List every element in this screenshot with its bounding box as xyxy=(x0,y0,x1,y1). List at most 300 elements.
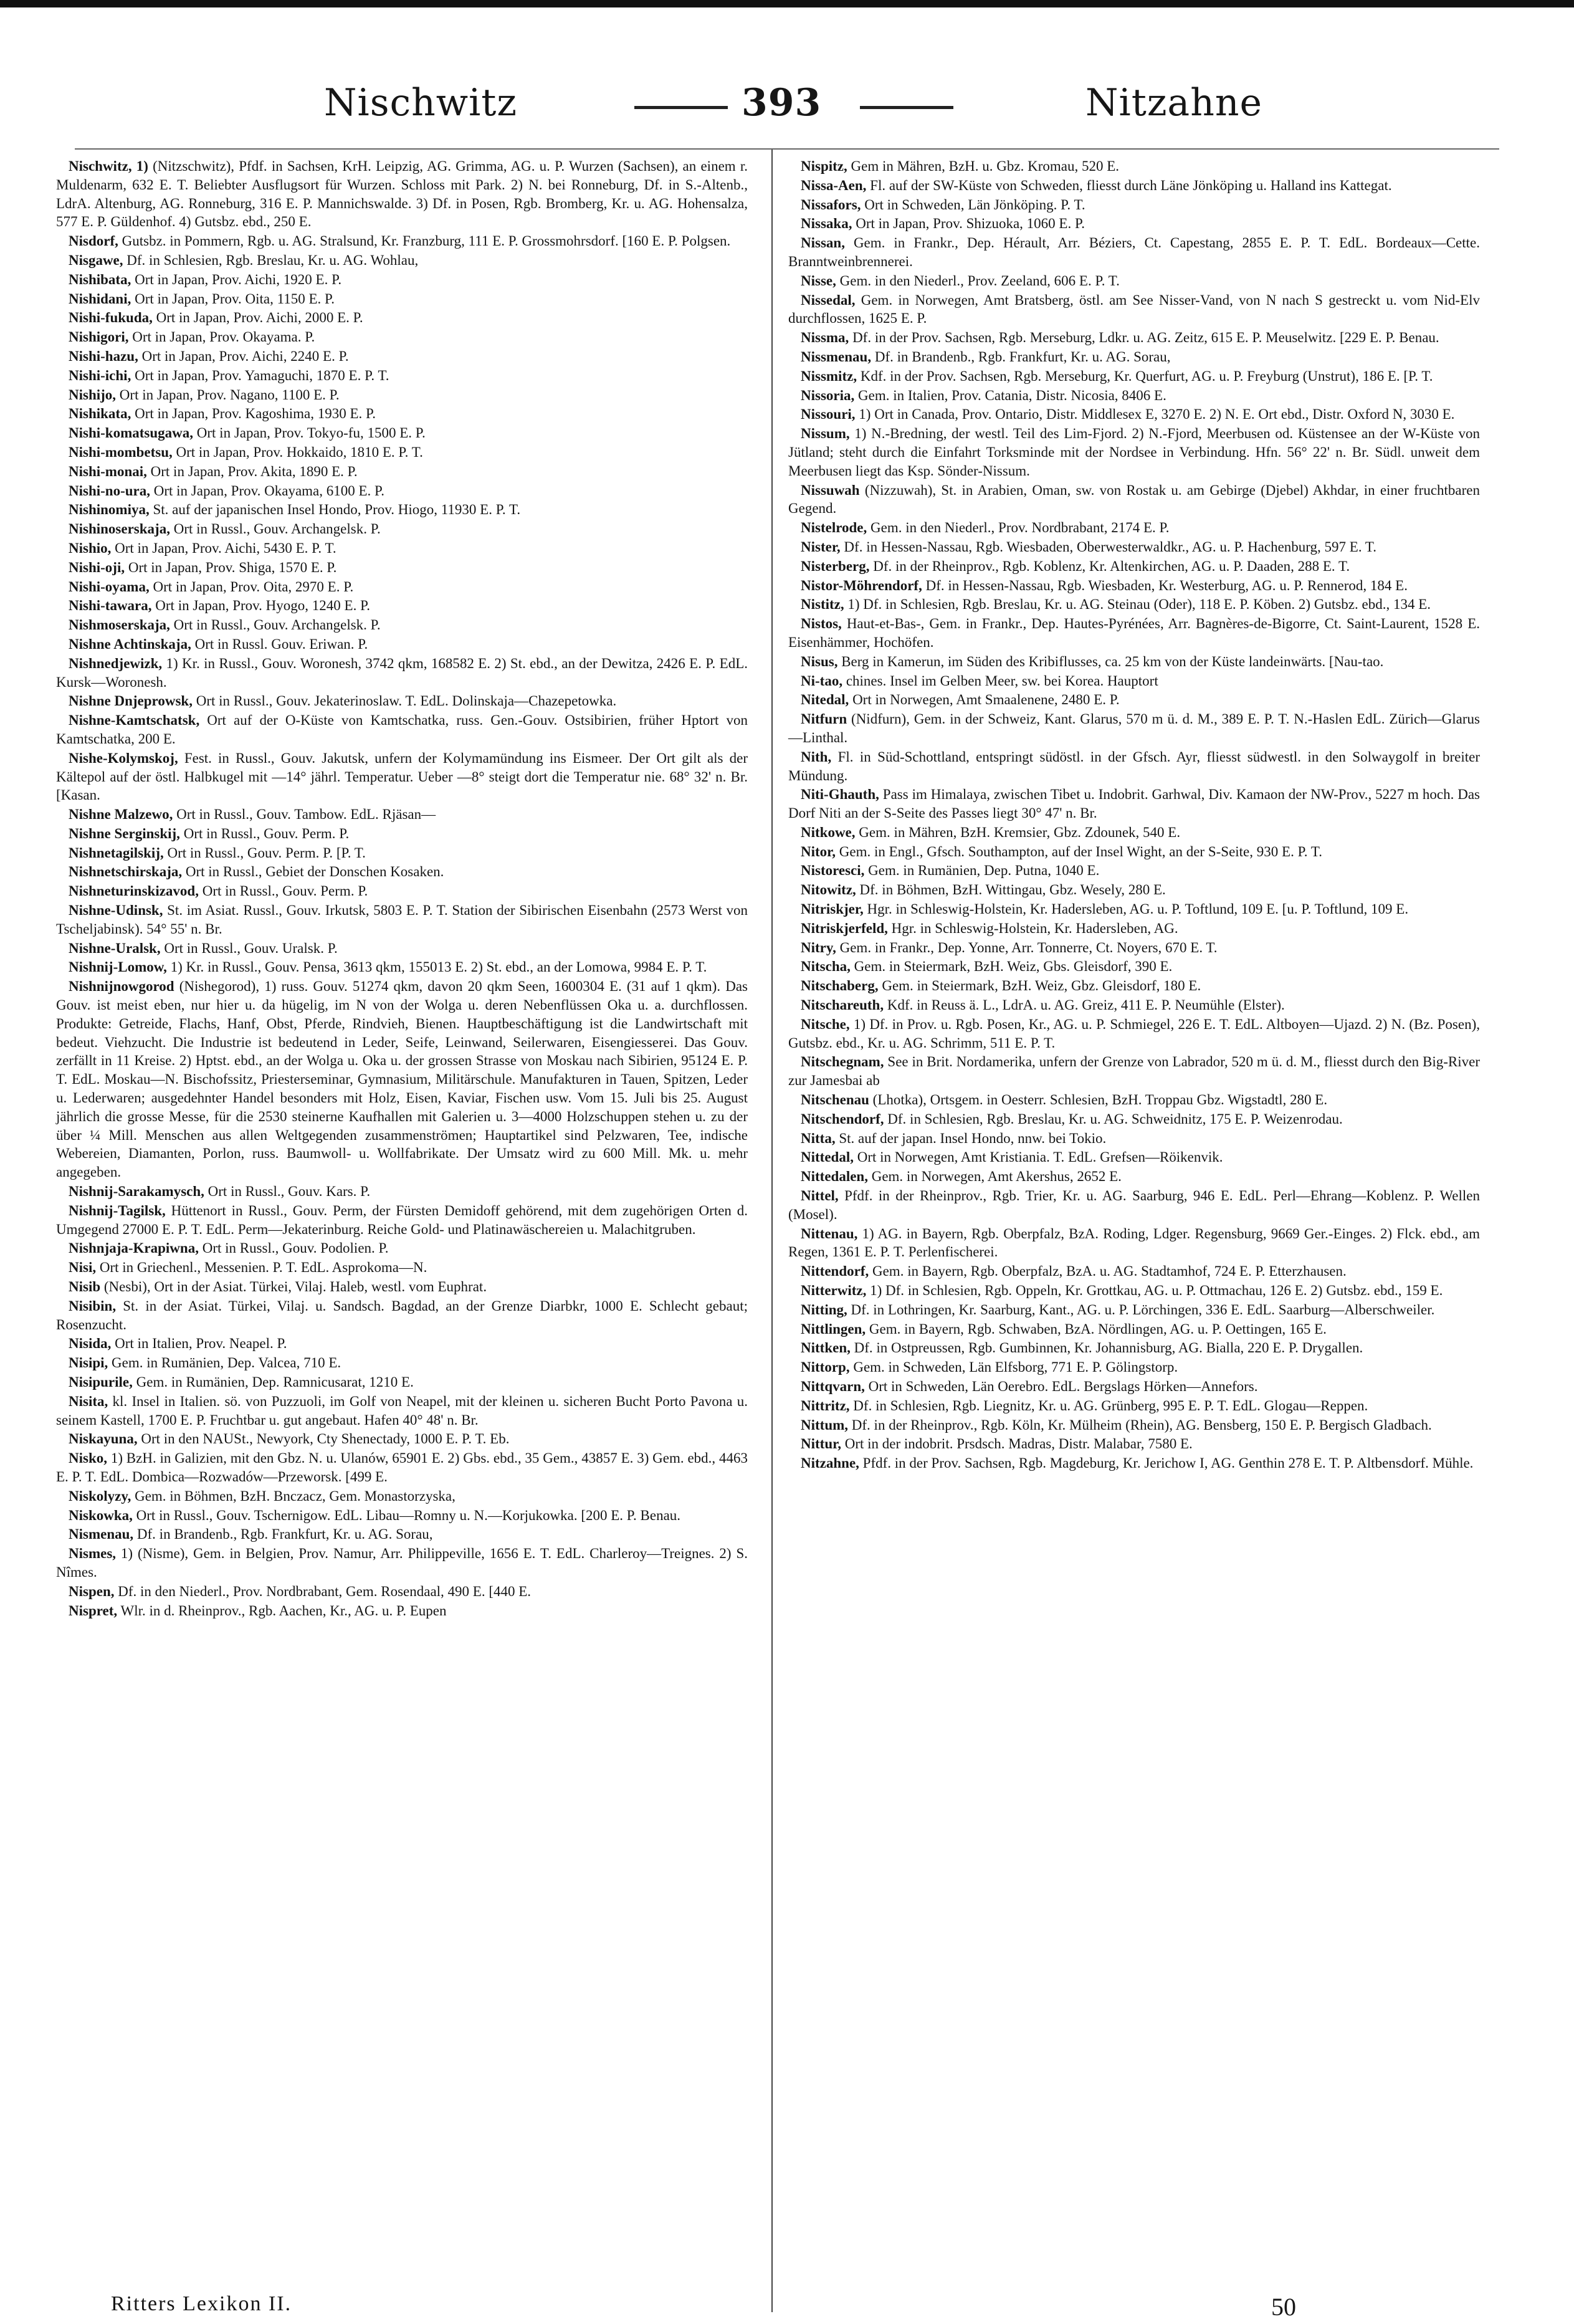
entry-headword: Nittritz, xyxy=(801,1397,850,1413)
entry-text: Df. in Hessen-Nassau, Rgb. Wiesbaden, Kr. Westerburg, AG. u. P. Rennerod, 184 E. xyxy=(922,577,1408,593)
entry-headword: Nissuwah xyxy=(801,482,860,498)
entry-headword: Nitschenau xyxy=(801,1092,869,1108)
dictionary-entry xyxy=(56,1278,748,1296)
entry-headword: Nitschareuth, xyxy=(801,997,884,1013)
dictionary-entry xyxy=(56,232,748,251)
dictionary-entry xyxy=(56,1582,748,1601)
entry-text: Df. in der Rheinprov., Rgb. Koblenz, Kr. Altenkirchen, AG. u. P. Daaden, 288 E. T. xyxy=(869,558,1350,574)
dictionary-entry xyxy=(788,1339,1480,1357)
entry-headword: Nishne-Uralsk, xyxy=(69,940,161,956)
dictionary-entry xyxy=(788,1416,1480,1435)
entry-text: St. auf der japanischen Insel Hondo, Prov. Hiogo, 11930 E. P. T. xyxy=(149,502,521,518)
entry-text: Ort in Japan, Prov. Oita, 1150 E. P. xyxy=(131,290,335,307)
entry-headword: Nissan, xyxy=(801,235,845,251)
entry-headword: Nishidani, xyxy=(69,290,131,307)
entry-text: Kdf. in der Prov. Sachsen, Rgb. Merseburg, Kr. Querfurt, AG. u. P. Freyburg (Unstrut), 186 E. [P. T. xyxy=(857,368,1433,384)
entry-text: 1) AG. in Bayern, Rgb. Oberpfalz, BzA. Roding, Ldger. Regensburg, 9669 Ger.-Einges. 2) Flck. ebd., am Regen, 1361 E. P. T. Perlenfischerei. xyxy=(788,1225,1480,1260)
entry-headword: Nishne Serginskij, xyxy=(69,825,180,841)
entry-headword: Nissmitz, xyxy=(801,368,857,384)
entry-headword: Nishijo, xyxy=(69,386,117,403)
entry-text: 1) Df. in Schlesien, Rgb. Breslau, Kr. u. AG. Steinau (Oder), 118 E. P. Köben. 2) Gutsbz. ebd., 134 E. xyxy=(844,596,1431,613)
entry-headword: Niskowka, xyxy=(69,1507,133,1523)
entry-text: Fl. in Süd-Schottland, entspringt südöstl. in der Gfsch. Ayr, fliesst südwestl. in den Solwaygolf in breiter Mündung. xyxy=(788,748,1480,783)
entry-text: 1) Ort in Canada, Prov. Ontario, Distr. Middlesex E, 3270 E. 2) N. E. Ort ebd., Distr. Oxford N, 3030 E. xyxy=(855,406,1455,423)
entry-headword: Nissoria, xyxy=(801,387,855,403)
dictionary-entry xyxy=(56,616,748,634)
entry-text: Gem. in Bayern, Rgb. Oberpfalz, BzA. u. AG. Stadtamhof, 724 E. P. Etterzhausen. xyxy=(869,1263,1347,1279)
entry-headword: Nishibata, xyxy=(69,271,131,287)
entry-headword: Nissedal, xyxy=(801,292,856,308)
entry-headword: Nitschegnam, xyxy=(801,1054,884,1070)
entry-text: Gem. in Norwegen, Amt Akershus, 2652 E. xyxy=(867,1169,1122,1185)
entry-headword: Nishi-komatsugawa, xyxy=(69,425,194,441)
entry-headword: Nishi-oyama, xyxy=(69,578,150,595)
left-column xyxy=(56,157,748,1620)
dictionary-entry xyxy=(788,672,1480,691)
dictionary-entry xyxy=(56,844,748,863)
dictionary-entry xyxy=(788,1187,1480,1224)
dictionary-entry xyxy=(56,1392,748,1430)
entry-text: 1) N.-Bredning, der westl. Teil des Lim-Fjord. 2) N.-Fjord, Meerbusen od. Küstensee an der W-Küste von Jütland; steht durch die Einfahrt Torksminde mit der Nordsee in Verbindung. Hfn. 56° 22' n. Br. Südl. unweit dem Meerbusen liegt das Ksp. Sönder-Nissum. xyxy=(788,426,1480,479)
dictionary-entry xyxy=(56,290,748,308)
entry-headword: Niti-Ghauth, xyxy=(801,787,879,803)
dictionary-entry xyxy=(56,1430,748,1448)
entry-headword: Nishnijnowgorod xyxy=(69,978,174,995)
entry-headword: Nitor, xyxy=(801,843,836,859)
entry-text: Ort in Japan, Prov. Aichi, 1920 E. P. xyxy=(131,271,342,287)
dictionary-entry xyxy=(788,1053,1480,1090)
entry-headword: Nitta, xyxy=(801,1130,836,1146)
dictionary-entry xyxy=(56,654,748,692)
footer-title: Ritters Lexikon II. xyxy=(111,2292,292,2315)
entry-text: 1) (Nisme), Gem. in Belgien, Prov. Namur, Arr. Philippeville, 1656 E. T. EdL. Charleroy—Treignes. 2) S. Nîmes. xyxy=(56,1546,748,1580)
dictionary-entry xyxy=(56,347,748,366)
entry-text: (Nidfurn), Gem. in der Schweiz, Kant. Glarus, 570 m ü. d. M., 389 E. P. T. N.-Haslen EdL. Zürich—Glarus—Linthal. xyxy=(788,711,1480,745)
entry-headword: Nisko, xyxy=(69,1450,107,1466)
dictionary-entry xyxy=(56,711,748,748)
entry-headword: Nishikata, xyxy=(69,406,131,422)
entry-headword: Nissa-Aen, xyxy=(801,177,867,193)
entry-headword: Nith, xyxy=(801,748,832,765)
entry-headword: Nittqvarn, xyxy=(801,1379,865,1394)
dictionary-entry xyxy=(56,1487,748,1506)
top-border xyxy=(0,0,1574,7)
entry-headword: Niskayuna, xyxy=(69,1431,138,1447)
dictionary-entry xyxy=(56,1354,748,1372)
entry-headword: Nisib xyxy=(69,1279,101,1295)
entry-text: Pfdf. in der Rheinprov., Rgb. Trier, Kr. u. AG. Saarburg, 946 E. EdL. Perl—Ehrang—Koblenz. P. Wellen (Mosel). xyxy=(788,1188,1480,1222)
entry-text: Gem. in Rumänien, Dep. Putna, 1040 E. xyxy=(864,863,1100,879)
entry-headword: Nitowitz, xyxy=(801,882,856,898)
entry-text: Gem. in Böhmen, BzH. Bnczacz, Gem. Monastorzyska, xyxy=(131,1488,456,1504)
entry-text: Gem. in Steiermark, BzH. Weiz, Gbz. Gleisdorf, 180 E. xyxy=(878,978,1201,994)
entry-headword: Nismenau, xyxy=(69,1526,134,1542)
dictionary-entry xyxy=(56,1449,748,1486)
entry-text: Ort in der indobrit. Prsdsch. Madras, Distr. Malabar, 7580 E. xyxy=(841,1436,1193,1452)
entry-text: Ort in Griechenl., Messenien. P. T. EdL. Asprokoma—N. xyxy=(96,1260,427,1276)
entry-headword: Nishio, xyxy=(69,540,112,556)
entry-text: See in Brit. Nordamerika, unfern der Grenze von Labrador, 520 m ü. d. M., fliesst durch den Big-River zur Jamesbai ab xyxy=(788,1054,1480,1089)
dictionary-entry xyxy=(56,1258,748,1277)
header-left-word: Nischwitz xyxy=(324,81,517,125)
dictionary-entry xyxy=(788,595,1480,614)
entry-text: Hüttenort in Russl., Gouv. Perm, der Fürsten Demidoff gehörend, mit dem zugehörigen Orten d. Umgegend 27000 E. P. T. EdL. Perm—Jekaterinburg. Reiche Gold- und Platinawäschereien u. Malachitgruben. xyxy=(56,1202,748,1237)
dictionary-entry xyxy=(56,1239,748,1258)
entry-text: Ort in Italien, Prov. Neapel. P. xyxy=(111,1336,287,1352)
header-dash-left xyxy=(634,106,728,109)
entry-text: Pfdf. in der Prov. Sachsen, Rgb. Magdeburg, Kr. Jerichow I, AG. Genthin 278 E. T. P. Altbensdorf. Mühle. xyxy=(859,1455,1474,1471)
dictionary-entry xyxy=(788,843,1480,861)
entry-headword: Nisida, xyxy=(69,1336,112,1352)
entry-text: Ort in Japan, Prov. Oita, 2970 E. P. xyxy=(149,578,354,595)
entry-headword: Nitriskjerfeld, xyxy=(801,920,888,936)
entry-headword: Nistitz, xyxy=(801,596,844,613)
dictionary-entry xyxy=(788,176,1480,195)
entry-headword: Nitkowe, xyxy=(801,824,856,840)
entry-text: Ort in Russl., Gouv. Perm. P. [P. T. xyxy=(163,844,366,861)
entry-text: Df. in den Niederl., Prov. Nordbrabant, Gem. Rosendaal, 490 E. [440 E. xyxy=(114,1583,532,1599)
dictionary-entry xyxy=(56,1525,748,1544)
entry-text: Gem. in Steiermark, BzH. Weiz, Gbs. Gleisdorf, 390 E. xyxy=(850,959,1173,975)
dictionary-entry xyxy=(56,558,748,577)
entry-text: (Nitzschwitz), Pfdf. in Sachsen, KrH. Leipzig, AG. Grimma, AG. u. P. Wurzen (Sachsen), an einem r. Muldenarm, 632 E. T. Beliebter Ausflugsort für Wurzen. Schloss mit Park. 2) N. bei Ronneburg, Df. in S.-Altenb., LdrA. Altenburg, AG. Ronneburg, 316 E. P. Mannichswalde. 3) Df. in Posen, Rgb. Bromberg, Kr. u. AG. Hohensalza, 577 E. P. Güldenhof. 4) Gutsbz. ebd., 250 E. xyxy=(56,158,748,230)
entry-text: Df. in Schlesien, Rgb. Breslau, Kr. u. AG. Wohlau, xyxy=(123,252,419,268)
entry-headword: Nitting, xyxy=(801,1301,847,1317)
entry-headword: Nittendorf, xyxy=(801,1263,869,1279)
dictionary-entry xyxy=(56,1334,748,1353)
entry-text: Ort in Japan, Prov. Aichi, 5430 E. P. T. xyxy=(111,540,336,556)
right-column xyxy=(788,157,1480,1473)
entry-headword: Nitsche, xyxy=(801,1016,850,1032)
entry-headword: Nishnetagilskij, xyxy=(69,844,164,861)
entry-text: Ort in Russl., Gouv. Archangelsk. P. xyxy=(169,521,381,537)
dictionary-entry xyxy=(56,635,748,654)
dictionary-entry xyxy=(788,214,1480,233)
entry-headword: Nistoresci, xyxy=(801,863,865,879)
dictionary-entry xyxy=(56,596,748,615)
entry-headword: Nittenau, xyxy=(801,1225,858,1241)
entry-text: Hgr. in Schleswig-Holstein, Kr. Hadersleben, AG. xyxy=(887,920,1178,936)
entry-headword: Nissmenau, xyxy=(801,348,872,365)
dictionary-entry xyxy=(56,1297,748,1334)
entry-text: Df. in der Rheinprov., Rgb. Köln, Kr. Mülheim (Rhein), AG. Bensberg, 150 E. P. Bergisch Gladbach. xyxy=(848,1417,1432,1433)
entry-text: Ort in Japan, Prov. Aichi, 2240 E. P. xyxy=(138,348,349,364)
entry-headword: Nissaka, xyxy=(801,216,852,232)
entry-headword: Nishi-fukuda, xyxy=(69,310,153,326)
entry-text: Ort in Japan, Prov. Okayama. P. xyxy=(128,329,315,345)
entry-headword: Nister, xyxy=(801,538,841,555)
entry-text: 1) Df. in Schlesien, Rgb. Oppeln, Kr. Grottkau, AG. u. P. Ottmachau, 126 E. 2) Gutsbz. ebd., 159 E. xyxy=(866,1283,1443,1299)
footer-signature: 50 xyxy=(1271,2293,1296,2321)
entry-headword: Nishne-Udinsk, xyxy=(69,902,163,919)
entry-headword: Nitedal, xyxy=(801,692,849,708)
dictionary-entry xyxy=(788,919,1480,938)
header-rule xyxy=(75,148,1499,150)
entry-text: Ort in Russl., Gouv. Uralsk. P. xyxy=(160,940,338,956)
dictionary-entry xyxy=(56,308,748,327)
entry-text: Df. in Ostpreussen, Rgb. Gumbinnen, Kr. Johannisburg, AG. Bialla, 220 E. P. Drygallen. xyxy=(850,1340,1363,1356)
entry-headword: Nittur, xyxy=(801,1436,841,1452)
dictionary-entry xyxy=(56,1182,748,1201)
entry-text: Gem. in Bayern, Rgb. Schwaben, BzA. Nördlingen, AG. u. P. Oettingen, 165 E. xyxy=(866,1321,1327,1337)
entry-headword: Nishne Achtinskaja, xyxy=(69,636,191,652)
entry-headword: Nitzahne, xyxy=(801,1455,859,1471)
entry-text: Hgr. in Schleswig-Holstein, Kr. Hadersleben, AG. u. P. Toftlund, 109 E. [u. P. Toftlund, 109 E. xyxy=(863,901,1409,917)
entry-text: Df. in Schlesien, Rgb. Liegnitz, Kr. u. AG. Grünberg, 995 E. P. T. EdL. Glogau—Reppen. xyxy=(849,1397,1368,1413)
dictionary-entry xyxy=(56,328,748,347)
entry-text: St. in der Asiat. Türkei, Vilaj. u. Sandsch. Bagdad, an der Grenze Diarbkr, 1000 E. Schlecht gebaut; Rosenzucht. xyxy=(56,1298,748,1332)
dictionary-entry xyxy=(56,1373,748,1392)
entry-text: Ort in Japan, Prov. Tokyo-fu, 1500 E. P. xyxy=(193,425,426,441)
entry-text: Gem. in Rumänien, Dep. Ramnicusarat, 1210 E. xyxy=(132,1374,414,1390)
entry-headword: Nishneturinskizavod, xyxy=(69,883,199,899)
dictionary-entry xyxy=(788,291,1480,328)
entry-text: 1) BzH. in Galizien, mit den Gbz. N. u. Ulanów, 65901 E. 2) Gbs. ebd., 35 Gem., 43857 E. 3) Gem. ebd., 4463 E. P. T. EdL. Dombica—Rozwadów—Przeworsk. [499 E. xyxy=(56,1450,748,1485)
dictionary-entry xyxy=(788,614,1480,652)
entry-headword: Nissouri, xyxy=(801,406,856,423)
dictionary-entry xyxy=(56,692,748,710)
dictionary-entry xyxy=(788,691,1480,709)
entry-headword: Nisibin, xyxy=(69,1298,117,1314)
dictionary-entry xyxy=(788,234,1480,271)
entry-headword: Nittedal, xyxy=(801,1149,854,1165)
dictionary-entry xyxy=(56,386,748,404)
entry-text: Ort in Japan, Prov. Nagano, 1100 E. P. xyxy=(116,386,340,403)
entry-headword: Nisita, xyxy=(69,1393,108,1409)
entry-headword: Nisterberg, xyxy=(801,558,870,574)
entry-text: Wlr. in d. Rheinprov., Rgb. Aachen, Kr., AG. u. P. Eupen xyxy=(117,1602,447,1619)
dictionary-entry xyxy=(56,424,748,442)
entry-headword: Nitry, xyxy=(801,939,836,955)
entry-headword: Nishi-mombetsu, xyxy=(69,444,173,460)
entry-text: kl. Insel in Italien. sö. von Puzzuoli, im Golf von Neapel, mit der kleinen u. sicheren Bucht Porto Pavona u. seinem Kastell, 1700 E. P. Fruchtbar u. gut angebaut. Hafen 40° 48' n. Br. xyxy=(56,1393,748,1428)
entry-headword: Nishi-monai, xyxy=(69,463,147,479)
entry-text: Ort in Japan, Prov. Hokkaido, 1810 E. P. T. xyxy=(172,444,423,460)
entry-text: Ort in Japan, Prov. Yamaguchi, 1870 E. P. T. xyxy=(131,367,389,383)
dictionary-entry xyxy=(788,957,1480,976)
dictionary-entry xyxy=(56,520,748,538)
entry-headword: Nissma, xyxy=(801,330,849,346)
entry-headword: Nisgawe, xyxy=(69,252,123,268)
entry-headword: Nispen, xyxy=(69,1583,115,1599)
entry-headword: Nishnij-Sarakamysch, xyxy=(69,1184,204,1200)
dictionary-entry xyxy=(788,367,1480,386)
dictionary-entry xyxy=(56,977,748,1182)
entry-headword: Nittel, xyxy=(801,1188,839,1204)
dictionary-entry xyxy=(788,653,1480,671)
entry-text: Ort in Russl., Gouv. Perm. P. xyxy=(179,825,350,841)
dictionary-entry xyxy=(788,1262,1480,1281)
page-number: 393 xyxy=(742,81,822,125)
entry-headword: Nishne-Kamtschatsk, xyxy=(69,712,200,729)
entry-headword: Nitterwitz, xyxy=(801,1283,867,1299)
dictionary-entry xyxy=(788,196,1480,214)
dictionary-entry xyxy=(56,901,748,939)
entry-headword: Nisipurile, xyxy=(69,1374,133,1390)
entry-text: Pass im Himalaya, zwischen Tibet u. Indobrit. Garhwal, Div. Kamaon der NW-Prov., 5227 m hoch. Das Dorf Niti an der S-Seite des Passes liegt 30° 47' n. Br. xyxy=(788,787,1480,821)
dictionary-entry xyxy=(56,863,748,881)
dictionary-entry xyxy=(788,1110,1480,1129)
entry-headword: Nitscha, xyxy=(801,959,851,975)
entry-headword: Nishi-tawara, xyxy=(69,598,152,614)
running-header xyxy=(75,75,1499,143)
entry-headword: Nismes, xyxy=(69,1546,117,1562)
entry-headword: Nischwitz, 1) xyxy=(69,158,148,174)
dictionary-entry xyxy=(788,576,1480,595)
entry-headword: Nistelrode, xyxy=(801,520,867,536)
entry-headword: Nispret, xyxy=(69,1602,118,1619)
entry-text: Ort in Russl., Gouv. Jekaterinoslaw. T. EdL. Dolinskaja—Chazepetowka. xyxy=(192,693,617,709)
entry-text: Haut-et-Bas-, Gem. in Frankr., Dep. Hautes-Pyrénées, Arr. Bagnères-de-Bigorre, Ct. Saint-Laurent, 1528 E. Eisenhämmer, Hochöfen. xyxy=(788,616,1480,650)
dictionary-entry xyxy=(788,1377,1480,1396)
entry-headword: Nishmoserskaja, xyxy=(69,617,170,633)
dictionary-entry xyxy=(788,939,1480,957)
entry-headword: Nishinoserskaja, xyxy=(69,521,170,537)
entry-text: Ort in Japan, Prov. Shiga, 1570 E. P. xyxy=(125,559,337,575)
entry-text: Ort in Japan, Prov. Okayama, 6100 E. P. xyxy=(150,482,385,499)
dictionary-entry xyxy=(788,1225,1480,1262)
entry-text: Ort in Schweden, Län Oerebro. EdL. Bergslags Hörken—Annefors. xyxy=(864,1379,1258,1394)
entry-text: chines. Insel im Gelben Meer, sw. bei Korea. Hauptort xyxy=(842,672,1158,689)
entry-headword: Nitfurn xyxy=(801,711,847,727)
dictionary-entry xyxy=(56,270,748,289)
entry-headword: Nishne Dnjeprowsk, xyxy=(69,693,193,709)
entry-text: Gem. in Italien, Prov. Catania, Distr. Nicosia, 8406 E. xyxy=(854,387,1166,403)
dictionary-entry xyxy=(788,328,1480,347)
dictionary-entry xyxy=(56,443,748,462)
entry-text: Df. in der Prov. Sachsen, Rgb. Merseburg, Ldkr. u. AG. Zeitz, 615 E. P. Meuselwitz. [229 E. P. Benau. xyxy=(849,330,1439,346)
entry-text: Ort in Russl., Gouv. Tambow. EdL. Rjäsan— xyxy=(173,806,436,823)
header-right-word: Nitzahne xyxy=(1085,81,1262,125)
entry-text: (Nesbi), Ort in der Asiat. Türkei, Vilaj. Haleb, westl. vom Euphrat. xyxy=(100,1279,487,1295)
entry-text: Gem. in Rumänien, Dep. Valcea, 710 E. xyxy=(108,1355,341,1371)
entry-text: Ort in Russl., Gouv. Perm. P. xyxy=(198,883,368,899)
dictionary-entry xyxy=(56,539,748,558)
entry-text: Berg in Kamerun, im Süden des Kribiflusses, ca. 25 km von der Küste landeinwärts. [Nau-tao. xyxy=(837,653,1384,669)
entry-text: Ort in Russl., Gouv. Tschernigow. EdL. Libau—Romny u. N.—Korjukowka. [200 E. P. Benau. xyxy=(132,1507,681,1523)
entry-text: Gem. in Mähren, BzH. Kremsier, Gbz. Zdounek, 540 E. xyxy=(855,824,1181,840)
dictionary-entry xyxy=(788,1148,1480,1167)
entry-text: Ort in Japan, Prov. Kagoshima, 1930 E. P. xyxy=(131,406,376,422)
entry-headword: Nishnetschirskaja, xyxy=(69,864,183,880)
dictionary-entry xyxy=(788,1454,1480,1473)
dictionary-entry xyxy=(788,424,1480,480)
entry-text: St. im Asiat. Russl., Gouv. Irkutsk, 5803 E. P. T. Station der Sibirischen Eisenbahn (2573 Werst von Tscheljabinsk). 54° 55' n. Br. xyxy=(56,902,748,937)
dictionary-entry xyxy=(788,861,1480,880)
entry-headword: Nisi, xyxy=(69,1260,97,1276)
dictionary-entry xyxy=(56,939,748,958)
dictionary-entry xyxy=(788,481,1480,519)
entry-text: Ort in den NAUSt., Newyork, Cty Shenectady, 1000 E. P. T. Eb. xyxy=(137,1431,510,1447)
entry-headword: Nisse, xyxy=(801,272,836,289)
entry-text: Ort in Japan, Prov. Shizuoka, 1060 E. P. xyxy=(852,216,1085,232)
entry-text: Df. in Hessen-Nassau, Rgb. Wiesbaden, Oberwesterwaldkr., AG. u. P. Hachenburg, 597 E. T. xyxy=(840,538,1377,555)
dictionary-entry xyxy=(56,1202,748,1239)
entry-headword: Nishne Malzewo, xyxy=(69,806,173,823)
dictionary-entry xyxy=(788,996,1480,1015)
entry-headword: Nishi-oji, xyxy=(69,559,125,575)
dictionary-entry xyxy=(56,500,748,519)
entry-text: Ort in Norwegen, Amt Smaalenene, 2480 E. P. xyxy=(849,692,1120,708)
entry-headword: Nitschaberg, xyxy=(801,978,879,994)
dictionary-entry xyxy=(788,1091,1480,1109)
entry-text: Gem. in Frankr., Dep. Hérault, Arr. Béziers, Ct. Capestang, 2855 E. P. T. EdL. Bordeaux—Cette. Branntweinbrennerei. xyxy=(788,235,1480,269)
entry-headword: Nitriskjer, xyxy=(801,901,864,917)
dictionary-entry xyxy=(788,748,1480,785)
entry-headword: Nishnedjewizk, xyxy=(69,655,163,671)
entry-text: Gem. in den Niederl., Prov. Zeeland, 606 E. P. T. xyxy=(836,272,1120,289)
entry-text: (Nishegorod), 1) russ. Gouv. 51274 qkm, davon 20 qkm Seen, 1600304 E. (31 auf 1 qkm). Das Gouv. ist meist eben, nur hier u. da hügelig, im N von der Wolga u. deren Nebenflüssen Oka u. a. durchflossen. Produkte: Getreide, Flachs, Hanf, Obst, Pferde, Rindvieh, Bienen. Hauptbeschäftigung ist die Landwirtschaft mit bedeut. Viehzucht. Die Industrie ist bedeutend in Leder, Seife, Leinwand, Seilerwaren, Eisengiesserei. Das Gouv. zerfällt in 11 Kreise. 2) Hptst. ebd., an der Wolga u. Oka u. der grossen Strasse von Moskau nach Sibirien, 95124 E. P. T. EdL. Moskau—N. Bischofssitz, Priesterseminar, Gymnasium, Militärschule. Manufakturen in Tauen, Spitzen, Leder u. Lederwaren; ausgedehnter Handel besonders mit Holz, Eisen, Kaviar, Fischen usw. Vom 15. Juli bis 25. August jährlich die grosse Messe, für die 2530 steinerne Kaufhallen mit Galerien u. 3—4000 Holzschuppen stehen u. zu der über ¼ Mill. Menschen aus allen Weltgegenden zusammenströmen; Hauptartikel sind Pelzwaren, Tee, indische Webereien, Diamanten, Porlon, russ. Baumwoll- u. Wollfabrikate. Der Umsatz wird zu 600 Mill. Mk. u. mehr angegeben. xyxy=(56,978,748,1180)
header-dash-right xyxy=(860,106,953,109)
dictionary-entry xyxy=(56,366,748,385)
entry-text: Gutsbz. in Pommern, Rgb. u. AG. Stralsund, Kr. Franzburg, 111 E. P. Grossmohrsdorf. [160 E. P. Polgsen. xyxy=(118,233,731,249)
entry-headword: Nittlingen, xyxy=(801,1321,866,1337)
entry-headword: Nisus, xyxy=(801,653,838,669)
entry-headword: Nishigori, xyxy=(69,329,129,345)
entry-headword: Nittken, xyxy=(801,1340,851,1356)
dictionary-entry xyxy=(56,1602,748,1620)
entry-text: Ort in Schweden, Län Jönköping. P. T. xyxy=(861,196,1085,213)
entry-headword: Nistor-Möhrendorf, xyxy=(801,577,922,593)
entry-text: Ort in Russl., Gouv. Podolien. P. xyxy=(198,1240,389,1256)
entry-headword: Nisdorf, xyxy=(69,233,118,249)
dictionary-entry xyxy=(56,825,748,843)
dictionary-entry xyxy=(788,1397,1480,1415)
dictionary-entry xyxy=(788,557,1480,576)
dictionary-entry xyxy=(56,882,748,901)
dictionary-entry xyxy=(56,1506,748,1525)
entry-text: Gem. in Frankr., Dep. Yonne, Arr. Tonnerre, Ct. Noyers, 670 E. T. xyxy=(836,939,1218,955)
dictionary-entry xyxy=(56,1544,748,1582)
dictionary-entry xyxy=(788,977,1480,995)
dictionary-entry xyxy=(788,538,1480,557)
entry-headword: Nitschendorf, xyxy=(801,1111,884,1127)
column-divider xyxy=(771,150,773,2312)
entry-text: (Lhotka), Ortsgem. in Oesterr. Schlesien, BzH. Troppau Gbz. Wigstadtl, 280 E. xyxy=(869,1092,1328,1108)
dictionary-entry xyxy=(788,1015,1480,1053)
dictionary-entry xyxy=(788,1358,1480,1377)
dictionary-entry xyxy=(56,749,748,805)
entry-text: Gem. in Engl., Gfsch. Southampton, auf der Insel Wight, an der S-Seite, 930 E. P. T. xyxy=(836,843,1322,859)
entry-headword: Nissafors, xyxy=(801,196,861,213)
dictionary-entry xyxy=(56,958,748,977)
entry-text: Gem in Mähren, BzH. u. Gbz. Kromau, 520 E. xyxy=(847,158,1120,174)
entry-headword: Nishi-no-ura, xyxy=(69,482,150,499)
dictionary-entry xyxy=(788,405,1480,424)
entry-headword: Nishnij-Tagilsk, xyxy=(69,1202,166,1218)
dictionary-entry xyxy=(56,404,748,423)
entry-text: Df. in Lothringen, Kr. Saarburg, Kant., AG. u. P. Lörchingen, 336 E. EdL. Saarburg—Alberschweiler. xyxy=(847,1301,1435,1317)
entry-text: Ort in Japan, Prov. Aichi, 2000 E. P. xyxy=(152,310,363,326)
entry-headword: Nissum, xyxy=(801,426,850,442)
dictionary-entry xyxy=(788,1129,1480,1148)
entry-text: St. auf der japan. Insel Hondo, nnw. bei Tokio. xyxy=(835,1130,1107,1146)
entry-text: Ort in Russl., Gouv. Archangelsk. P. xyxy=(169,617,381,633)
entry-headword: Nittorp, xyxy=(801,1359,850,1375)
entry-text: Ort in Japan, Prov. Hyogo, 1240 E. P. xyxy=(151,598,371,614)
entry-text: Df. in Böhmen, BzH. Wittingau, Gbz. Wesely, 280 E. xyxy=(856,882,1166,898)
dictionary-entry xyxy=(788,348,1480,366)
entry-headword: Nistos, xyxy=(801,616,842,632)
dictionary-entry xyxy=(788,1281,1480,1300)
dictionary-entry xyxy=(788,1301,1480,1319)
entry-text: Kdf. in Reuss ä. L., LdrA. u. AG. Greiz, 411 E. P. Neumühle (Elster). xyxy=(884,997,1285,1013)
dictionary-entry xyxy=(56,482,748,500)
entry-text: 1) Kr. in Russl., Gouv. Pensa, 3613 qkm, 155013 E. 2) St. ebd., an der Lomowa, 9984 E. P. T. xyxy=(166,959,707,975)
entry-text: (Nizzuwah), St. in Arabien, Oman, sw. von Rostak u. am Gebirge (Djebel) Akhdar, in einer fruchtbaren Gegend. xyxy=(788,482,1480,517)
dictionary-entry xyxy=(788,900,1480,919)
dictionary-entry xyxy=(788,386,1480,405)
